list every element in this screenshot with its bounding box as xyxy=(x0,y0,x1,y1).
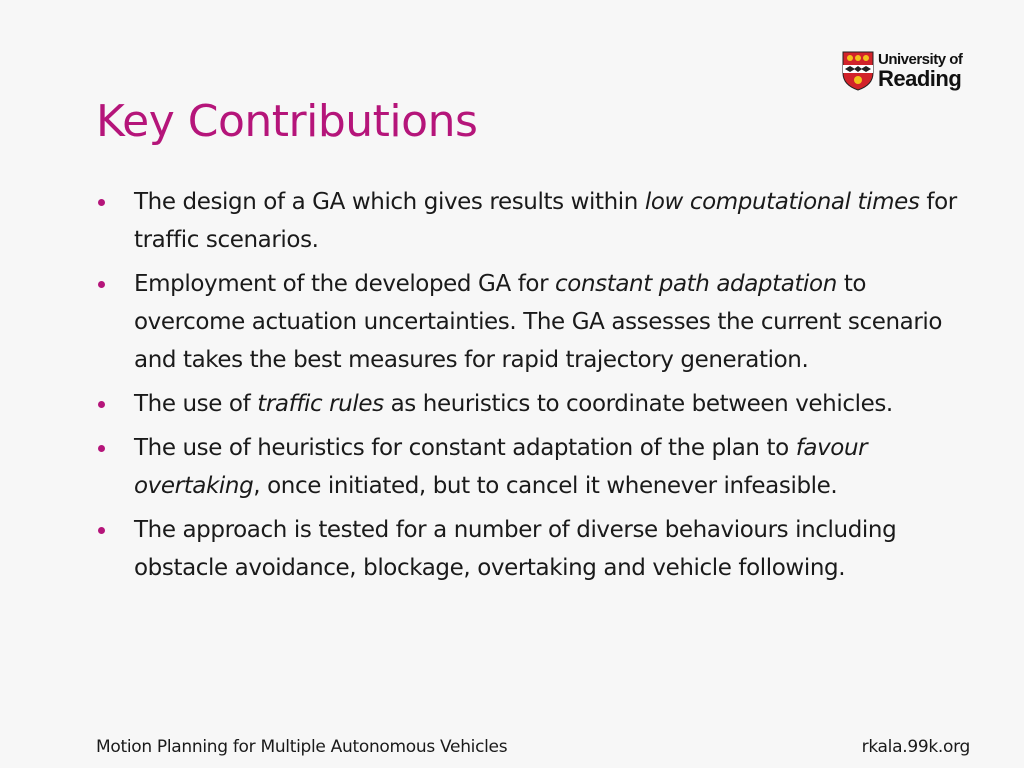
bullet-dot xyxy=(98,199,105,206)
bullet-text: , once initiated, but to cancel it whenever infeasible. xyxy=(253,473,838,499)
bullet-text: The use of heuristics for constant adaptation of the plan to xyxy=(134,435,796,461)
logo-line-2: Reading xyxy=(878,66,962,91)
bullet-list xyxy=(96,183,976,593)
bullet-text: to overcome actuation uncertainties. The GA assesses the current scenario and takes the best measures for rapid trajectory generation. xyxy=(134,271,943,373)
bullet-text: for traffic scenarios. xyxy=(134,189,957,253)
bullet-item-4 xyxy=(96,429,976,505)
bullet-emphasis: favour overtaking xyxy=(134,435,868,499)
logo-line-1: University of xyxy=(878,51,963,68)
bullet-text: Employment of the developed GA for xyxy=(134,271,556,297)
slide-title: Key Contributions xyxy=(96,96,478,147)
bullet-text: as heuristics to coordinate between vehicles. xyxy=(383,391,893,417)
bullet-emphasis: low computational times xyxy=(644,189,920,215)
bullet-text: The design of a GA which gives results within xyxy=(134,189,645,215)
bullet-text: The approach is tested for a number of diverse behaviours including obstacle avoidance, blockage, overtaking and vehicle following. xyxy=(134,517,897,581)
crest-icon xyxy=(842,51,874,91)
bullet-item-1 xyxy=(96,183,976,259)
footer-title: Motion Planning for Multiple Autonomous Vehicles xyxy=(96,737,508,757)
bullet-item-3 xyxy=(96,385,976,423)
university-logo xyxy=(842,48,978,94)
bullet-item-2 xyxy=(96,265,976,379)
bullet-text: The use of xyxy=(134,391,258,417)
bullet-dot xyxy=(98,527,105,534)
bullet-dot xyxy=(98,281,105,288)
bullet-item-5 xyxy=(96,511,976,587)
bullet-emphasis: constant path adaptation xyxy=(555,271,837,297)
footer-url: rkala.99k.org xyxy=(861,737,970,757)
bullet-dot xyxy=(98,445,105,452)
bullet-emphasis: traffic rules xyxy=(257,391,384,417)
bullet-dot xyxy=(98,401,105,408)
